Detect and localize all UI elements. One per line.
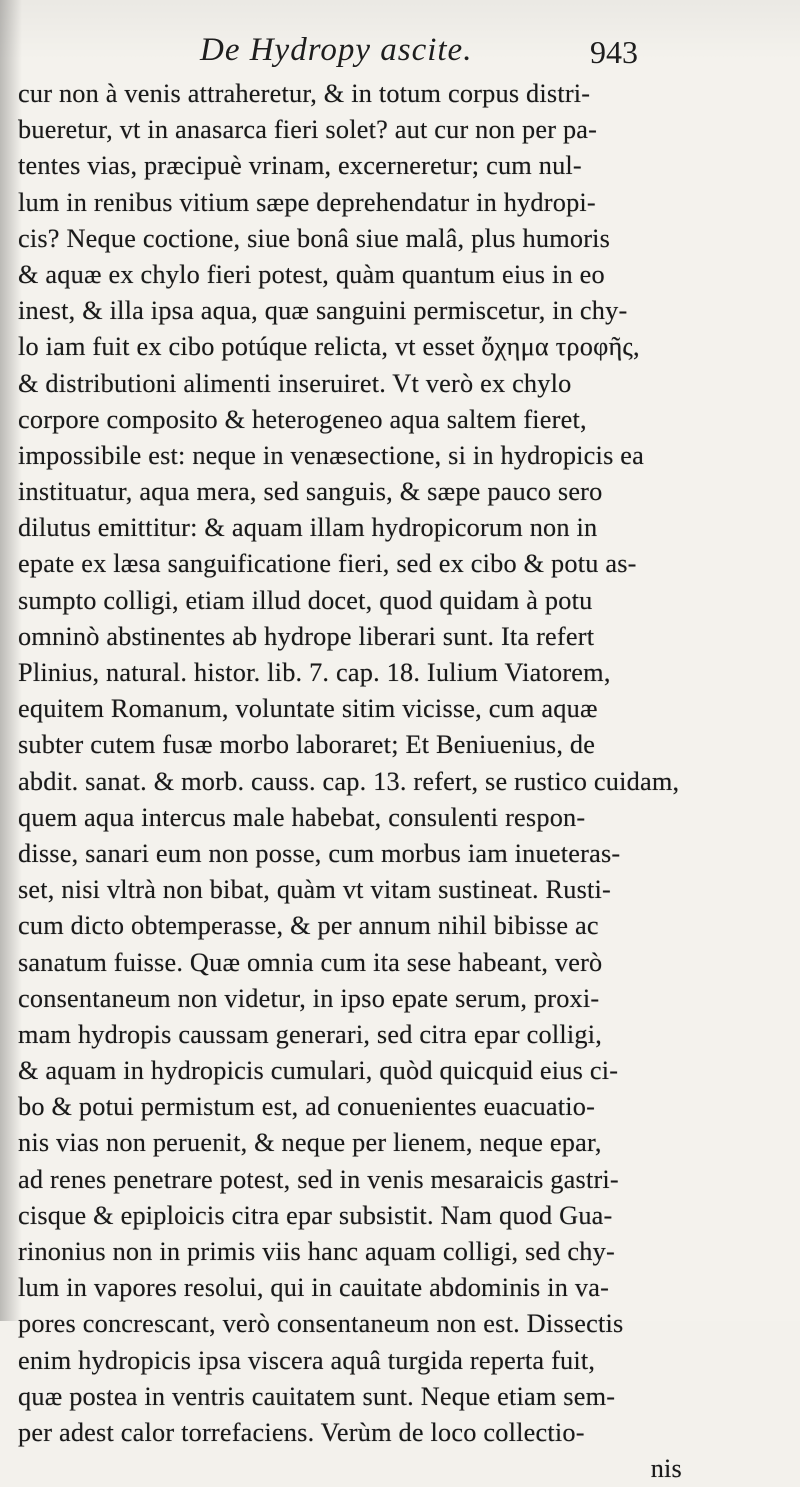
text-line: lum in renibus vitium sæpe deprehendatur in hydropi- [18,187,596,217]
text-line: enim hydropicis ipsa viscera aquâ turgida reperta fuit, [18,1345,596,1375]
text-line: subter cutem fusæ morbo laboraret; Et Beniuenius, de [18,730,596,760]
text-line: sumpto colligi, etiam illud docet, quod quidam à potu [18,585,593,615]
text-line: & aquam in hydropicis cumulari, quòd quicquid eius ci- [18,1056,619,1086]
running-title: De Hydropy ascite. [200,32,473,68]
text-line: impossibile est: neque in venæsectione, si in hydropicis ea [18,440,645,470]
body-text [18,76,682,1487]
text-line: cum dicto obtemperasse, & per annum nihil bibisse ac [18,911,599,941]
page-number: 943 [590,34,638,70]
text-line: cisque & epiploicis citra epar subsistit. Nam quod Gua- [18,1200,613,1230]
text-line: ad renes penetrare potest, sed in venis mesaraicis gastri- [18,1164,619,1194]
text-line: rinonius non in primis viis hanc aquam colligi, sed chy- [18,1237,615,1266]
text-line: Plinius, natural. histor. lib. 7. cap. 18. Iulium Viatorem, [18,658,611,687]
text-line: set, nisi vltrà non bibat, quàm vt vitam sustineat. Rusti- [18,875,611,905]
text-line: dilutus emittitur: & aquam illam hydropicorum non in [18,513,598,543]
text-line: sanatum fuisse. Quæ omnia cum ita sese habeant, verò [18,947,603,977]
text-line: instituatur, aqua mera, sed sanguis, & sæpe pauco sero [18,477,603,507]
text-line: bo & potui permistum est, ad conuenientes euacuatio- [18,1092,596,1122]
text-line: lo iam fuit ex cibo potúque relicta, vt esset ὄχημα τροφῆς, [18,332,640,362]
text-line: abdit. sanat. & morb. causs. cap. 13. refert, se rustico cuidam, [18,766,680,796]
text-line: quæ postea in ventris cauitatem sunt. Neque etiam sem- [18,1381,616,1411]
text-line: epate ex læsa sanguificatione fieri, sed ex cibo & potu as- [18,549,637,579]
catchword: nis [650,1454,682,1484]
text-line: tentes vias, præcipuè vrinam, excerneretur; cum nul- [18,151,582,181]
text-line: lum in vapores resolui, qui in cauitate abdominis in va- [18,1273,610,1303]
text-line: quem aqua intercus male habebat, consulenti respon- [18,802,586,832]
text-line: nis vias non peruenit, & neque per lienem, neque epar, [18,1128,602,1158]
text-line: & aquæ ex chylo fieri potest, quàm quantum eius in eo [18,259,605,289]
text-line: mam hydropis caussam generari, sed citra epar colligi, [18,1019,603,1049]
text-line: per adest calor torrefaciens. Verùm de loco collectio- [18,1417,585,1447]
text-line: inest, & illa ipsa aqua, quæ sanguini permiscetur, in chy- [18,296,628,326]
running-head [0,30,800,76]
text-line: equitem Romanum, voluntate sitim vicisse, cum aquæ [18,694,598,724]
text-line: cis? Neque coctione, siue bonâ siue malâ, plus humoris [18,223,611,253]
text-line: & distributioni alimenti inseruiret. Vt verò ex chylo [18,368,572,398]
text-line: cur non à venis attraheretur, & in totum corpus distri- [18,79,591,108]
text-line: pores concrescant, verò consentaneum non est. Dissectis [18,1309,624,1339]
text-line: omninò abstinentes ab hydrope liberari sunt. Ita refert [18,621,595,651]
text-line: corpore composito & heterogeneo aqua saltem fieret, [18,404,587,434]
text-line: bueretur, vt in anasarca fieri solet? aut cur non per pa- [18,115,598,145]
text-line: disse, sanari eum non posse, cum morbus iam inueteras- [18,838,621,868]
text-line: consentaneum non videtur, in ipso epate serum, proxi- [18,983,600,1013]
